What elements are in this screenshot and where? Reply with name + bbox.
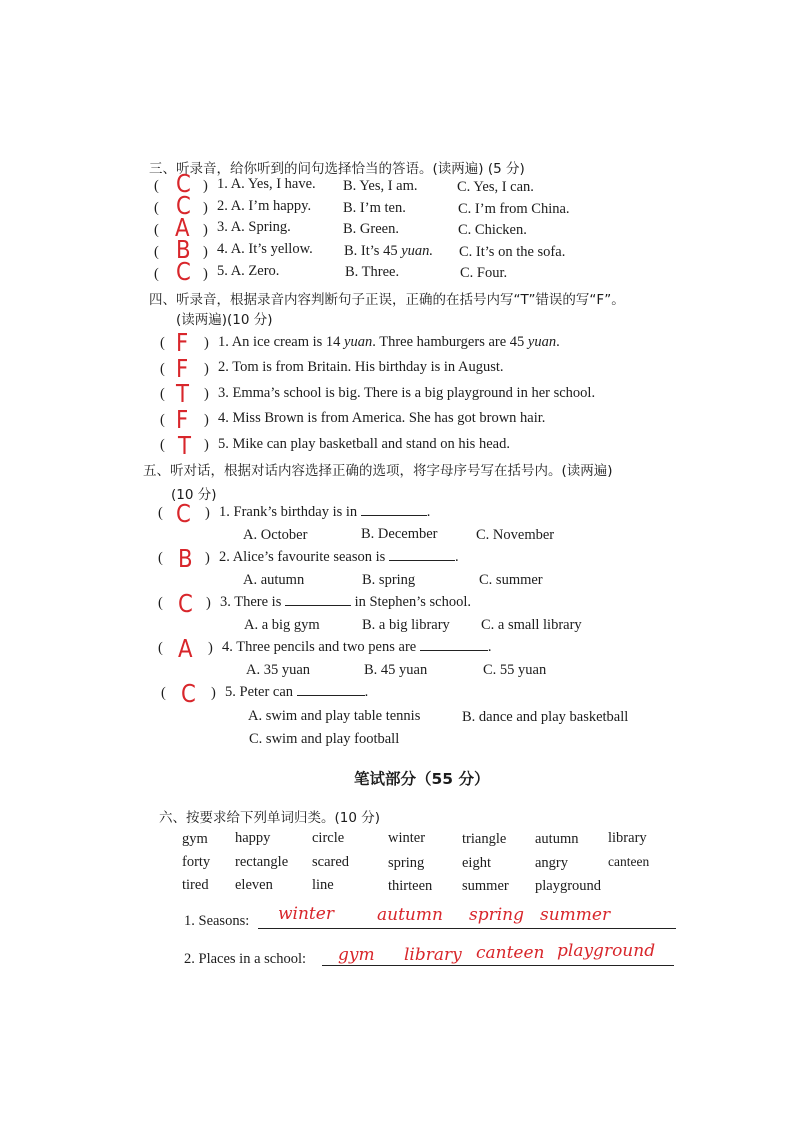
section3-header: 三、听录音，给你听到的问句选择恰当的答语。(读两遍) (5 分) [149, 161, 525, 177]
statement-part: . Three hamburgers are 45 [372, 334, 525, 350]
option-b-unit: yuan. [401, 243, 434, 259]
handwritten-word: winter [278, 904, 334, 924]
option-b [344, 243, 433, 260]
word-item: autumn [535, 831, 579, 847]
answer-blank [297, 694, 365, 696]
statement-unit: yuan [344, 334, 373, 350]
question-text [225, 684, 368, 701]
word-item: happy [235, 830, 271, 846]
handwritten-answer: C [176, 499, 191, 528]
handwritten-answer: C [176, 169, 191, 198]
handwritten-word: spring [469, 905, 525, 925]
option-a: A. autumn [243, 572, 305, 588]
question-option-a: 1. A. Yes, I have. [217, 176, 316, 192]
word-item: eleven [235, 877, 273, 893]
open-paren: ( [154, 244, 159, 260]
word-item: winter [388, 830, 426, 846]
statement-text: 4. Miss Brown is from America. She has got brown hair. [218, 410, 546, 426]
open-paren: ( [160, 361, 165, 377]
handwritten-answer: F [176, 328, 189, 357]
option-c: C. swim and play football [249, 731, 400, 747]
question-option-a: 3. A. Spring. [217, 219, 291, 235]
word-item: playground [535, 878, 602, 894]
handwritten-answer: B [176, 235, 191, 264]
close-paren: ) [204, 386, 209, 402]
handwritten-answer: A [178, 634, 193, 663]
open-paren: ( [160, 412, 165, 428]
word-item: rectangle [235, 854, 289, 870]
close-paren: ) [203, 244, 208, 260]
open-paren: ( [154, 178, 159, 194]
option-b: B. Green. [343, 221, 399, 237]
close-paren: ) [208, 640, 213, 656]
handwritten-answer: C [181, 679, 196, 708]
answer-blank [285, 604, 351, 606]
word-item: tired [182, 877, 209, 893]
option-c: C. Yes, I can. [457, 179, 534, 195]
option-c: C. Chicken. [458, 222, 527, 238]
statement-text: 5. Mike can play basketball and stand on his head. [218, 436, 510, 452]
option-b: B. Three. [345, 264, 400, 280]
word-item: triangle [462, 831, 507, 847]
open-paren: ( [160, 335, 165, 351]
word-item: gym [182, 831, 208, 847]
question-part: 1. Frank’s birthday is in [219, 504, 358, 520]
statement-text: 3. Emma’s school is big. There is a big playground in her school. [218, 385, 596, 401]
option-c: C. I’m from China. [458, 201, 570, 217]
handwritten-answer: F [176, 354, 189, 383]
answer-line [258, 928, 676, 929]
question-part: 4. Three pencils and two pens are [222, 639, 417, 655]
word-item: library [608, 830, 647, 846]
close-paren: ) [204, 437, 209, 453]
close-paren: ) [205, 505, 210, 521]
option-b: B. December [361, 526, 438, 542]
question-option-a: 4. A. It’s yellow. [217, 241, 313, 257]
word-item: angry [535, 855, 569, 871]
question-part: . [454, 549, 459, 565]
option-c: C. Four. [460, 265, 508, 281]
option-a: A. October [243, 527, 308, 543]
answer-blank [389, 559, 455, 561]
close-paren: ) [203, 222, 208, 238]
handwritten-word: autumn [377, 905, 443, 925]
statement-text: 2. Tom is from Britain. His birthday is in August. [218, 359, 504, 375]
section6-header: 六、按要求给下列单词归类。(10 分) [159, 810, 381, 826]
option-c: C. 55 yuan [483, 662, 547, 678]
answer-blank [361, 514, 427, 516]
handwritten-answer: T [176, 379, 189, 408]
statement-text [218, 334, 560, 351]
option-b: B. a big library [362, 617, 450, 633]
word-item: scared [312, 854, 350, 870]
question-part: 5. Peter can [225, 684, 294, 700]
option-b: B. 45 yuan [364, 662, 428, 678]
handwritten-word: summer [540, 905, 611, 925]
answer-blank [420, 649, 488, 651]
answer-line [322, 965, 674, 966]
close-paren: ) [203, 200, 208, 216]
open-paren: ( [154, 266, 159, 282]
open-paren: ( [158, 595, 163, 611]
word-item: summer [462, 878, 509, 894]
option-c: C. summer [479, 572, 543, 588]
word-item: line [312, 877, 334, 893]
open-paren: ( [154, 222, 159, 238]
option-c: C. a small library [481, 617, 582, 633]
option-b: B. dance and play basketball [462, 709, 629, 725]
section5-header-line1: 五、听对话，根据对话内容选择正确的选项，将字母序号写在括号内。(读两遍) [143, 463, 613, 479]
statement-unit: yuan [527, 334, 557, 350]
option-a: A. swim and play table tennis [248, 708, 421, 724]
close-paren: ) [211, 685, 216, 701]
statement-part: 1. An ice cream is 14 [218, 334, 341, 350]
close-paren: ) [203, 266, 208, 282]
word-item: canteen [608, 854, 650, 869]
statement-part: . [556, 334, 560, 350]
option-b-text: B. It’s 45 [344, 243, 398, 259]
handwritten-word: playground [557, 941, 656, 961]
close-paren: ) [206, 595, 211, 611]
open-paren: ( [154, 200, 159, 216]
handwritten-answer: F [176, 405, 189, 434]
option-b: B. spring [362, 572, 416, 588]
handwritten-answer: T [178, 431, 191, 460]
open-paren: ( [160, 437, 165, 453]
close-paren: ) [204, 335, 209, 351]
question-option-a: 5. A. Zero. [217, 263, 280, 279]
option-c: C. November [476, 527, 555, 543]
question-text [220, 594, 471, 611]
question-text [219, 504, 430, 521]
close-paren: ) [204, 361, 209, 377]
word-item: spring [388, 855, 425, 871]
written-part-title: 笔试部分（55 分） [354, 770, 490, 788]
handwritten-answer: C [176, 191, 191, 220]
places-label: 2. Places in a school: [184, 951, 307, 967]
close-paren: ) [203, 178, 208, 194]
close-paren: ) [204, 412, 209, 428]
close-paren: ) [205, 550, 210, 566]
question-part: 2. Alice’s favourite season is [219, 549, 386, 565]
seasons-label: 1. Seasons: [184, 913, 250, 929]
question-text [222, 639, 491, 656]
question-part: . [487, 639, 492, 655]
handwritten-word: library [404, 945, 462, 965]
section4-header-line1: 四、听录音，根据录音内容判断句子正误，正确的在括号内写“T”错误的写“F”。 [149, 292, 625, 308]
section4-header-line2: (读两遍)(10 分) [176, 312, 273, 328]
section5-header-line2: (10 分) [171, 487, 217, 503]
question-part: 3. There is [220, 594, 282, 610]
question-part: in Stephen’s school. [354, 594, 471, 610]
option-b: B. Yes, I am. [343, 178, 418, 194]
option-c: C. It’s on the sofa. [459, 244, 566, 260]
question-option-a: 2. A. I’m happy. [217, 198, 312, 214]
open-paren: ( [158, 640, 163, 656]
open-paren: ( [161, 685, 166, 701]
open-paren: ( [158, 505, 163, 521]
question-text [219, 549, 459, 566]
handwritten-answer: C [178, 589, 193, 618]
open-paren: ( [158, 550, 163, 566]
question-part: . [426, 504, 431, 520]
question-part: . [364, 684, 369, 700]
handwritten-answer: A [175, 213, 190, 242]
option-a: A. a big gym [244, 617, 320, 633]
word-item: thirteen [388, 878, 433, 894]
handwritten-answer: C [176, 257, 191, 286]
handwritten-word: canteen [476, 943, 545, 963]
open-paren: ( [160, 386, 165, 402]
word-item: circle [312, 830, 345, 846]
word-item: eight [462, 855, 491, 871]
option-b: B. I’m ten. [343, 200, 406, 216]
option-a: A. 35 yuan [246, 662, 311, 678]
word-item: forty [182, 854, 211, 870]
handwritten-word: gym [338, 945, 375, 965]
handwritten-answer: B [178, 544, 193, 573]
